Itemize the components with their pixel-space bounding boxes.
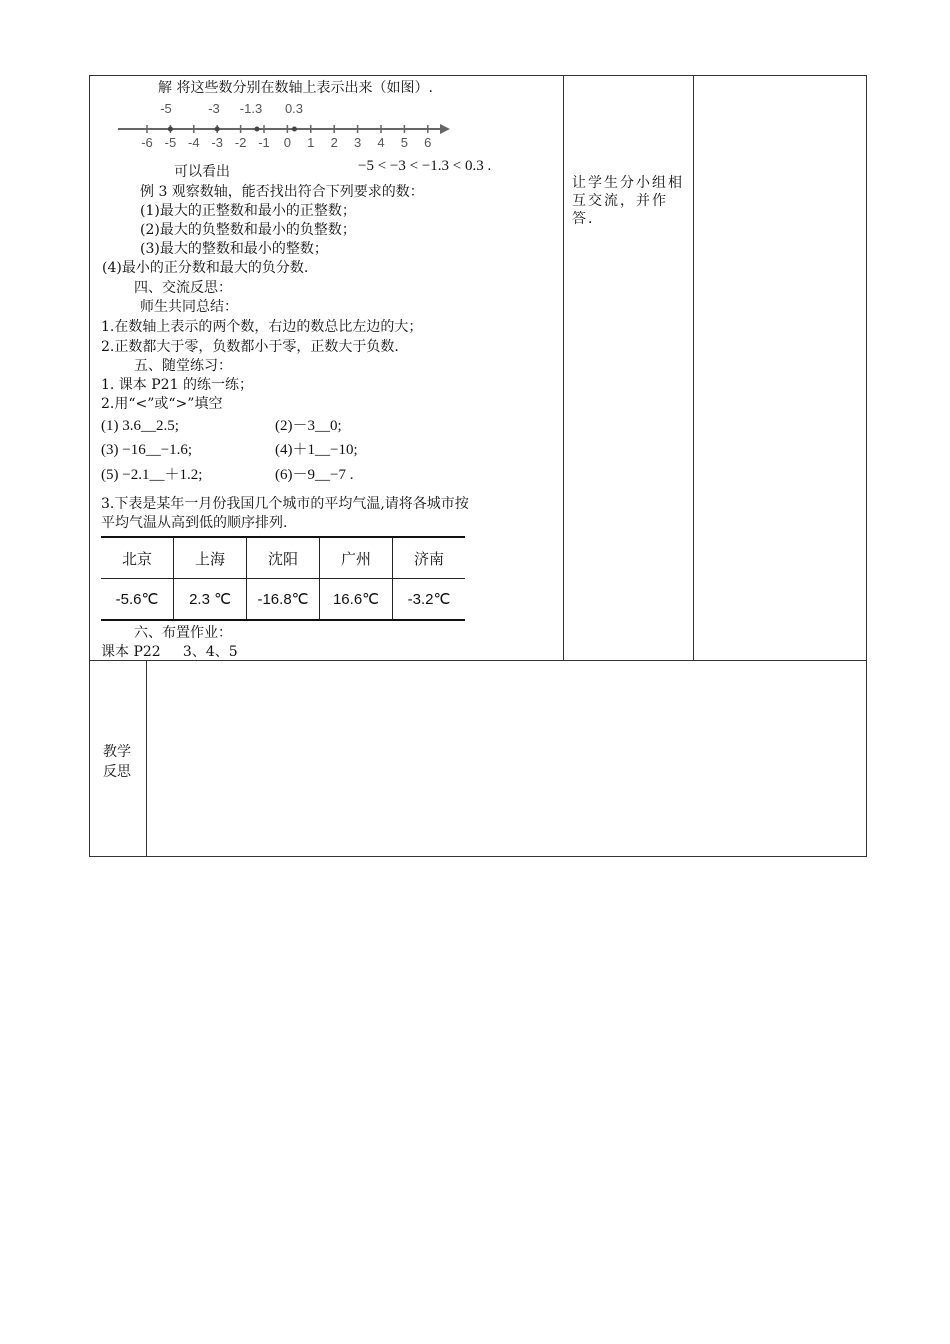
axis-tick-label: 3 [353,135,362,150]
city-cell: 广州 [320,537,393,579]
axis-point-dot [168,127,173,132]
exercise-item: (1) 3.6__2.5; [101,418,179,434]
reflection-label-divider [146,660,147,857]
table-row [101,579,465,621]
axis-tick-label: -3 [211,135,223,150]
city-cell: 上海 [174,537,247,579]
summary-item: 1.在数轴上表示的两个数，右边的数总比左边的大； [101,319,423,335]
column-divider-2 [693,75,694,661]
temp-cell: -5.6℃ [101,579,174,621]
axis-tick-label: 2 [330,135,338,150]
conclusion-inequality: −5 < −3 < −1.3 < 0.3 . [358,158,492,174]
temperature-table [101,536,465,621]
axis-tick-label: 4 [377,135,385,150]
example-3-item: (3)最大的整数和最小的整数； [140,241,328,257]
temp-cell: -3.2℃ [393,579,466,621]
axis-tick-label: -2 [234,135,247,150]
axis-tick-label: -5 [164,135,177,150]
temp-cell: -16.8℃ [247,579,320,621]
axis-point-label: -1.3 [239,101,263,116]
conclusion-label: 可以看出 [174,164,230,180]
axis-tick-label: -4 [188,135,200,150]
solution-intro: 解 将这些数分别在数轴上表示出来（如图）. [158,80,433,96]
exercise-item: (4)＋1__−10; [275,442,358,458]
homework: 课本 P22 3、4、5 [101,644,238,660]
temp-cell: 16.6℃ [320,579,393,621]
axis-arrow-icon [440,124,450,134]
section-4-heading: 四、交流反思： [134,280,232,296]
practice-3-line-1: 3.下表是某年一月份我国几个城市的平均气温,请将各城市按 [101,496,469,512]
table-left-border [89,75,90,857]
axis-point-dot [215,127,220,132]
axis-point-label: -5 [160,101,172,116]
axis-tick-label: 1 [307,135,315,150]
section-6-heading: 六、布置作业： [134,625,232,641]
exercise-item: (3) −16__−1.6; [101,442,193,458]
axis-tick-label: 6 [424,135,432,150]
axis-tick-label: 0 [283,135,292,150]
column-divider-1 [563,75,564,661]
city-cell: 济南 [393,537,466,579]
table-right-border [866,75,867,857]
city-cell: 北京 [101,537,174,579]
example-3-item: (4)最小的正分数和最大的负分数. [102,260,309,276]
practice-2: 2.用“<”或“>”填空 [101,396,223,412]
reflection-label-line-2: 反思 [103,764,131,780]
axis-tick-label: -6 [141,135,153,150]
axis-tick-label: 5 [400,135,409,150]
exercise-item: (5) −2.1__＋1.2; [101,467,203,483]
axis-point-dot [292,127,297,132]
exercise-item: (6)－9__−7 . [275,467,354,483]
number-line-figure [110,98,460,154]
summary-intro: 师生共同总结： [140,299,238,315]
example-3: 例 3 观察数轴，能否找出符合下列要求的数： [140,184,424,200]
city-cell: 沈阳 [247,537,320,579]
axis-point-label: -3 [208,101,220,116]
axis-point-label: 0.3 [284,101,304,116]
section-5-heading: 五、随堂练习： [134,358,232,374]
practice-1: 1. 课本 P21 的练一练； [101,377,253,393]
example-3-item: (2)最大的负整数和最小的负整数； [140,222,356,238]
summary-item: 2.正数都大于零，负数都小于零，正数大于负数. [101,339,399,355]
table-header-row [101,537,465,579]
axis-point-dot [254,127,259,132]
temp-cell: 2.3 ℃ [174,579,247,621]
table-top-border [89,75,867,76]
table-bottom-border [89,856,867,857]
exercise-item: (2)－3__0; [275,418,342,434]
reflection-label-line-1: 教学 [103,744,131,760]
example-3-item: (1)最大的正整数和最小的正整数； [140,203,356,219]
axis-tick-label: -1 [258,135,270,150]
student-activity-note: 让学生分小组相互交流，并作答. [572,175,684,227]
practice-3-line-2: 平均气温从高到低的顺序排列. [101,515,288,531]
